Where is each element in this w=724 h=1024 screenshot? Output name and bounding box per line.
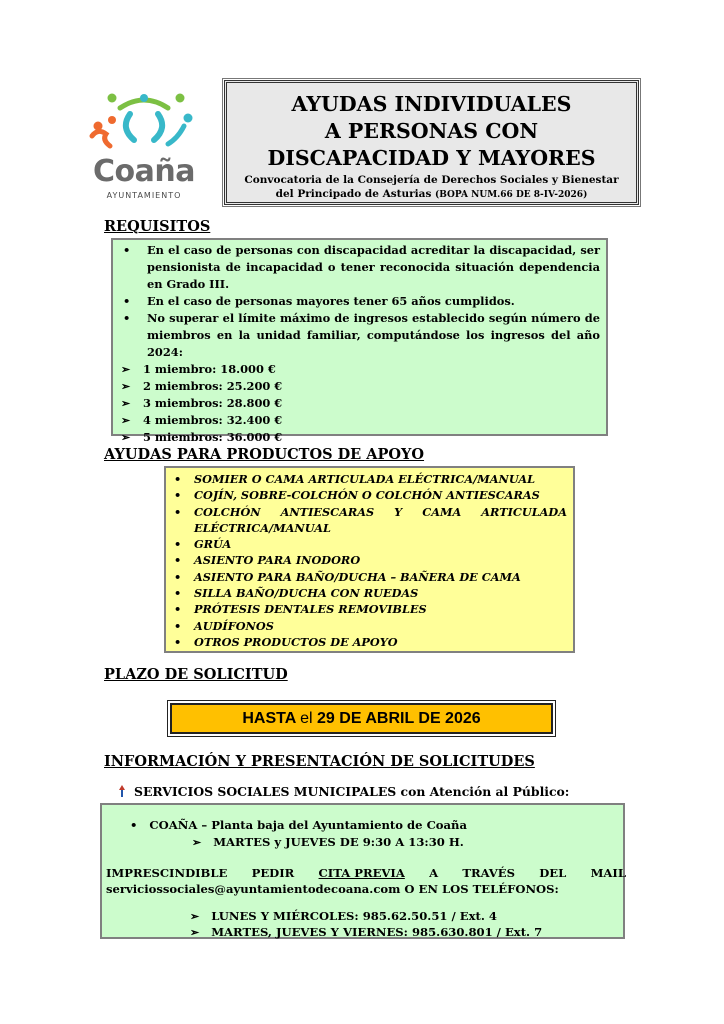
email-line: serviciossociales@ayuntamientodecoana.com O EN LOS TELÉFONOS: [106,882,559,896]
list-item: • COLCHÓN ANTIESCARAS Y CAMA ARTICULADA ELÉCTRICA/MANUAL [172,504,567,537]
income-limit-item: ➢ 3 miembros: 28.800 € [121,395,600,412]
requisitos-box [111,238,608,445]
productos-heading: AYUDAS PARA PRODUCTOS DE APOYO [104,446,425,463]
productos-box [164,466,575,653]
cita-word: TRAVÉS [462,866,515,880]
office-text: COAÑA – Planta baja del Ayuntamiento de Coaña [149,818,467,832]
list-item: • AUDÍFONOS [172,618,567,634]
servicios-label: SERVICIOS SOCIALES MUNICIPALES con Atención al Público: [134,784,570,799]
income-limits-list [121,361,600,446]
list-item: • En el caso de personas con discapacidad acreditar la discapacidad, ser pensionista de incapacidad o tener reconocida situación dependencia en Grado III. [121,242,600,293]
arrow-icon: ➢ [192,836,202,849]
deadline-part-2: el [300,710,313,727]
info-heading: INFORMACIÓN Y PRESENTACIÓN DE SOLICITUDES [104,753,535,770]
hours-line [192,835,464,849]
productos-list [172,471,567,650]
income-limit-item: ➢ 2 miembros: 25.200 € [121,378,600,395]
deadline-box [170,703,553,734]
list-item: • COJÍN, SOBRE-COLCHÓN O COLCHÓN ANTIESCARAS [172,487,567,503]
deadline-part-1: HASTA [242,710,301,727]
list-item: • En el caso de personas mayores tener 65 años cumplidos. [121,293,600,310]
cita-word: PEDIR [251,866,295,880]
phone-text: LUNES Y MIÉRCOLES: 985.62.50.51 / Ext. 4 [211,909,497,923]
logo-name: Coaña [93,154,195,189]
logo-figures-icon [84,84,204,156]
list-item: • OTROS PRODUCTOS DE APOYO [172,634,567,650]
servicios-line [116,784,569,799]
cita-word: DEL [539,866,567,880]
header-box [224,80,639,205]
title-line-3: DISCAPACIDAD Y MAYORES [267,146,596,170]
cita-word: A [429,866,439,880]
bullet-icon: • [130,818,138,832]
subtitle-line-2 [231,187,632,202]
cita-word: IMPRESCINDIBLE [106,866,228,880]
pushpin-icon [116,785,128,797]
deadline-part-3: 29 DE ABRIL DE 2026 [312,710,481,727]
phone-text: MARTES, JUEVES Y VIERNES: 985.630.801 / Ext. 7 [211,925,543,939]
plazo-heading: PLAZO DE SOLICITUD [104,666,288,683]
list-item: • SOMIER O CAMA ARTICULADA ELÉCTRICA/MANUAL [172,471,567,487]
bopa-reference: (BOPA NUM.66 DE 8-IV-2026) [435,190,588,200]
subtitle-line-1: Convocatoria de la Consejería de Derechos Sociales y Bienestar [244,174,619,186]
cita-line [106,866,626,880]
hours-text: MARTES y JUEVES DE 9:30 A 13:30 H. [213,835,464,849]
income-limit-item: ➢ 1 miembro: 18.000 € [121,361,600,378]
phone-line [190,909,497,923]
subtitle-line-2a: del Principado de Asturias [275,188,436,200]
arrow-icon: ➢ [190,910,200,923]
phone-line [190,925,542,939]
title-line-1: AYUDAS INDIVIDUALES [291,92,572,116]
page-title [227,91,636,172]
income-limit-item: ➢ 4 miembros: 32.400 € [121,412,600,429]
logo-subtitle: AYUNTAMIENTO [106,191,182,200]
header-subtitle [231,173,632,202]
arrow-icon: ➢ [190,926,200,939]
list-item: • No superar el límite máximo de ingresos establecido según número de miembros en la unidad familiar, computándose los ingresos del año 2024: [121,310,600,361]
requisitos-heading: REQUISITOS [104,218,211,235]
cita-previa: CITA PREVIA [318,866,405,880]
cita-word: MAIL [590,866,626,880]
list-item: • PRÓTESIS DENTALES REMOVIBLES [172,601,567,617]
list-item: • ASIENTO PARA INODORO [172,552,567,568]
income-limit-item: ➢ 5 miembros: 36.000 € [121,429,600,446]
list-item: • ASIENTO PARA BAÑO/DUCHA – BAÑERA DE CAMA [172,569,567,585]
office-line [130,818,467,832]
list-item: • GRÚA [172,536,567,552]
info-box [100,803,625,939]
requisitos-list [121,242,600,361]
title-line-2: A PERSONAS CON [324,119,539,143]
list-item: • SILLA BAÑO/DUCHA CON RUEDAS [172,585,567,601]
